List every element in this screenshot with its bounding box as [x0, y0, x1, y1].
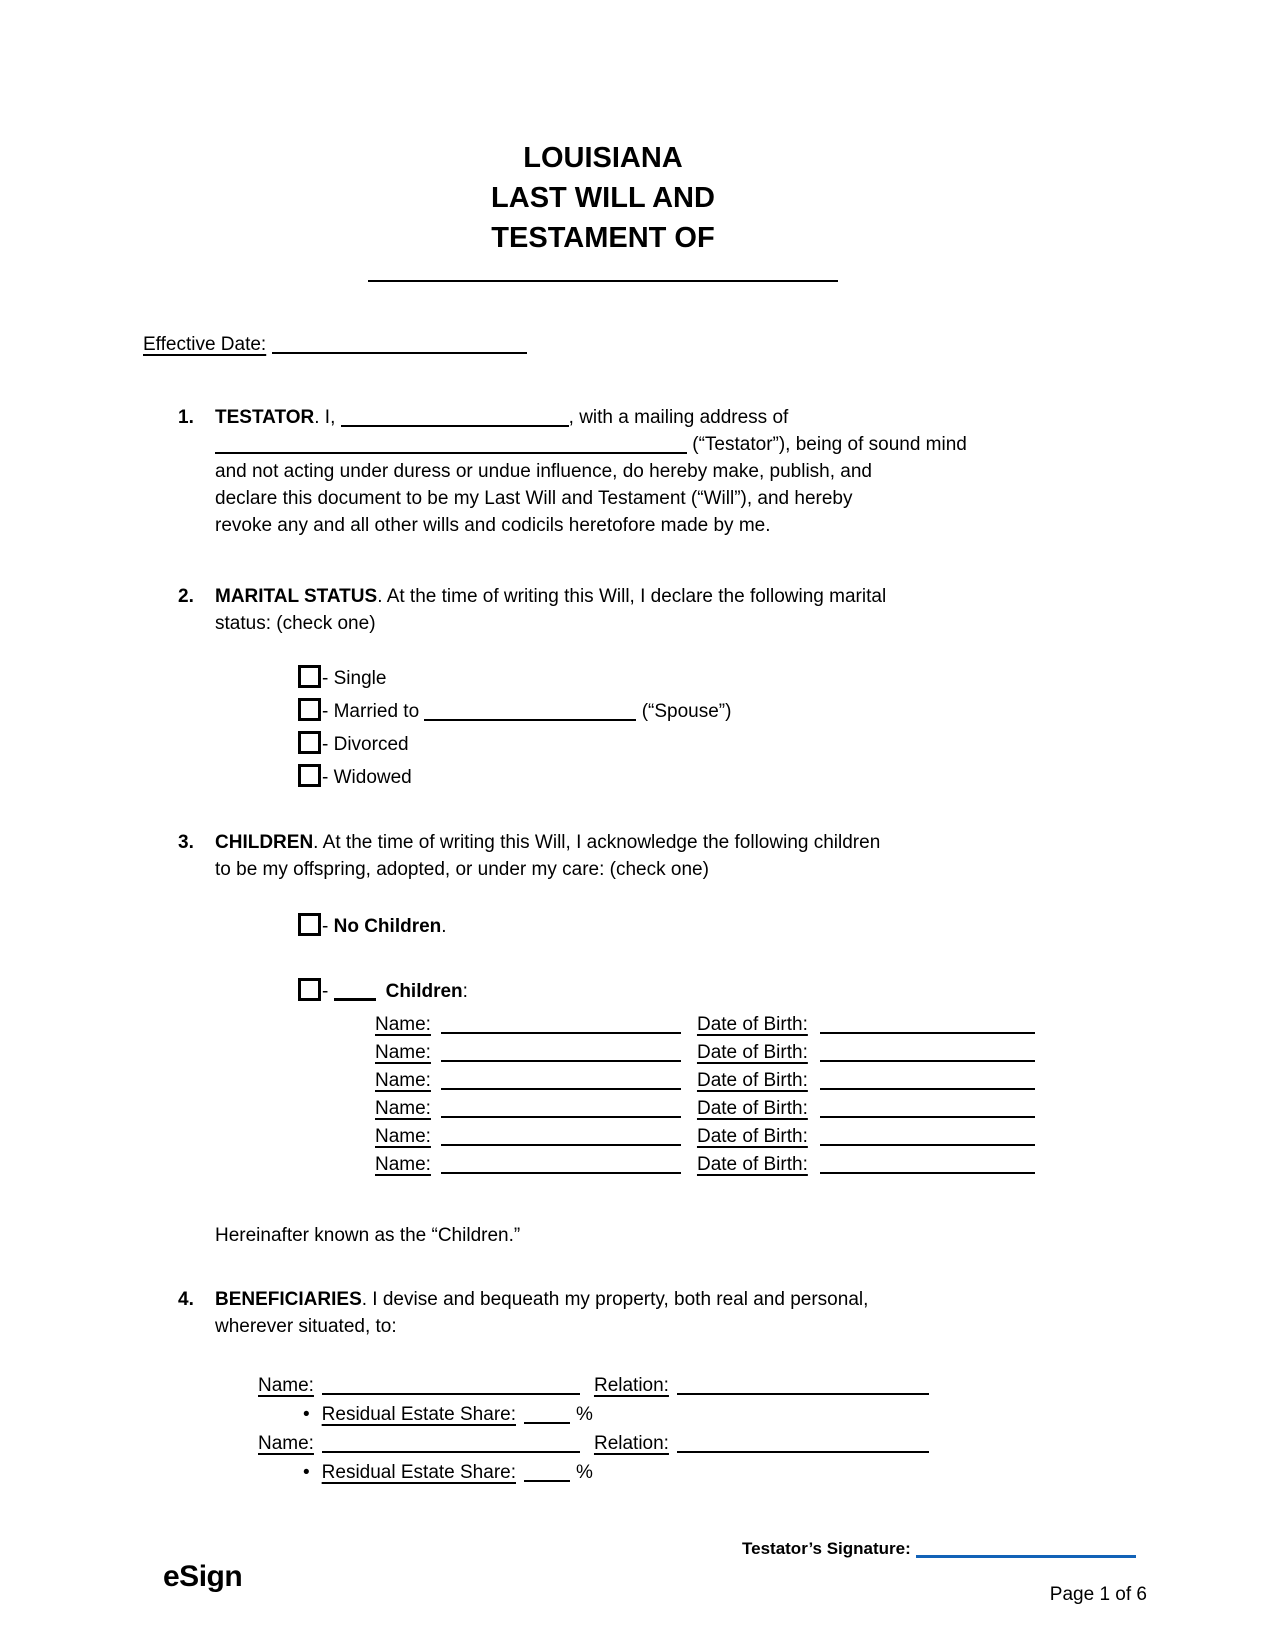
children-dash: - — [322, 981, 334, 1002]
option-single — [298, 662, 731, 695]
testator-line-1 — [215, 404, 1133, 431]
child-dob-field[interactable] — [820, 1144, 1035, 1146]
child-row — [375, 1039, 1035, 1067]
child-name-label: Name: — [375, 1154, 431, 1175]
section-2-body — [215, 583, 1133, 637]
child-dob-field[interactable] — [820, 1172, 1035, 1174]
testator-name-field[interactable] — [341, 425, 569, 427]
beneficiary-name-label: Name: — [258, 1375, 314, 1396]
residual-share-field[interactable] — [524, 1422, 570, 1424]
document-title — [143, 138, 1063, 258]
married-label: - Married to — [322, 701, 425, 722]
child-dob-label: Date of Birth: — [696, 1070, 808, 1091]
section-2-heading: MARITAL STATUS — [215, 586, 378, 607]
percent-sign: % — [576, 1404, 593, 1425]
esign-logo: eSign — [163, 1560, 243, 1593]
section-3-body — [215, 829, 1133, 883]
section-1-number: 1. — [178, 407, 194, 428]
testator-signature-label: Testator’s Signature: — [742, 1539, 911, 1558]
option-has-children — [298, 975, 468, 1008]
beneficiary-name-field[interactable] — [322, 1451, 580, 1453]
child-name-label: Name: — [375, 1126, 431, 1147]
child-dob-field[interactable] — [820, 1116, 1035, 1118]
children-line-2: to be my offspring, adopted, or under my care: (check one) — [215, 859, 709, 880]
beneficiary-share-row — [258, 1400, 929, 1429]
no-children-period: . — [441, 916, 447, 937]
child-dob-label: Date of Birth: — [696, 1042, 808, 1063]
no-children-dash: - — [322, 916, 334, 937]
married-checkbox[interactable] — [298, 698, 321, 721]
child-name-label: Name: — [375, 1042, 431, 1063]
child-row — [375, 1067, 1035, 1095]
child-row — [375, 1095, 1035, 1123]
title-line-3: TESTAMENT OF — [491, 222, 715, 254]
children-table — [375, 1011, 1035, 1179]
children-count-field[interactable] — [334, 998, 376, 1001]
spouse-suffix-label: (“Spouse”) — [636, 701, 732, 722]
testator-line-3: and not acting under duress or undue influence, do hereby make, publish, and — [215, 461, 873, 482]
testator-signature-field[interactable] — [916, 1555, 1136, 1558]
marital-line-1 — [215, 583, 1133, 610]
section-4-body — [215, 1286, 1133, 1340]
bullet-icon: • — [303, 1462, 310, 1483]
children-checkbox[interactable] — [298, 978, 321, 1001]
divorced-checkbox[interactable] — [298, 731, 321, 754]
testator-text: (“Testator”), being of sound mind — [687, 434, 967, 455]
effective-date-label: Effective Date: — [143, 334, 267, 355]
child-name-label: Name: — [375, 1070, 431, 1091]
beneficiary-list — [258, 1371, 929, 1487]
child-row — [375, 1123, 1035, 1151]
beneficiaries-line-2: wherever situated, to: — [215, 1316, 397, 1337]
child-dob-label: Date of Birth: — [696, 1098, 808, 1119]
children-text: . At the time of writing this Will, I acknowledge the following children — [313, 832, 881, 853]
child-dob-label: Date of Birth: — [696, 1014, 808, 1035]
child-row — [375, 1011, 1035, 1039]
widowed-checkbox[interactable] — [298, 764, 321, 787]
single-label: - Single — [322, 668, 387, 689]
child-dob-field[interactable] — [820, 1032, 1035, 1034]
section-1-body — [215, 404, 1133, 539]
child-name-field[interactable] — [441, 1032, 681, 1034]
single-checkbox[interactable] — [298, 665, 321, 688]
effective-date-row — [143, 331, 527, 358]
option-widowed — [298, 761, 731, 794]
option-married — [298, 695, 731, 728]
child-dob-field[interactable] — [820, 1088, 1035, 1090]
beneficiary-name-row — [258, 1429, 929, 1458]
section-children — [143, 829, 1133, 883]
beneficiary-relation-label: Relation: — [593, 1433, 669, 1454]
percent-sign: % — [576, 1462, 593, 1483]
section-1-heading: TESTATOR — [215, 407, 315, 428]
child-name-field[interactable] — [441, 1172, 681, 1174]
testator-line-5: revoke any and all other wills and codicils heretofore made by me. — [215, 515, 771, 536]
no-children-label: No Children — [333, 916, 442, 937]
title-line-2: LAST WILL AND — [491, 182, 715, 214]
marital-text: . At the time of writing this Will, I declare the following marital — [377, 586, 887, 607]
divorced-label: - Divorced — [322, 734, 409, 755]
child-name-field[interactable] — [441, 1144, 681, 1146]
beneficiary-relation-field[interactable] — [677, 1393, 929, 1395]
beneficiary-name-row — [258, 1371, 929, 1400]
section-3-heading: CHILDREN — [215, 832, 314, 853]
spouse-name-field[interactable] — [424, 719, 636, 721]
beneficiary-relation-label: Relation: — [593, 1375, 669, 1396]
child-name-label: Name: — [375, 1098, 431, 1119]
residual-share-field[interactable] — [524, 1480, 570, 1482]
testator-name-title-line — [143, 262, 1063, 302]
child-dob-label: Date of Birth: — [696, 1126, 808, 1147]
child-name-field[interactable] — [441, 1116, 681, 1118]
children-label: Children — [385, 981, 463, 1002]
beneficiaries-line-1 — [215, 1286, 1133, 1313]
child-name-label: Name: — [375, 1014, 431, 1035]
testator-text: . I, — [314, 407, 341, 428]
marital-options — [298, 662, 731, 794]
children-colon: : — [462, 981, 468, 1002]
beneficiary-name-field[interactable] — [322, 1393, 580, 1395]
section-marital-status — [143, 583, 1133, 637]
child-dob-field[interactable] — [820, 1060, 1035, 1062]
testator-name-title-field[interactable] — [368, 280, 838, 282]
beneficiary-name-label: Name: — [258, 1433, 314, 1454]
marital-line-2: status: (check one) — [215, 613, 376, 634]
widowed-label: - Widowed — [322, 767, 412, 788]
section-testator — [143, 404, 1133, 539]
section-3-number: 3. — [178, 832, 194, 853]
beneficiary-relation-field[interactable] — [677, 1451, 929, 1453]
testator-signature-row — [742, 1540, 1136, 1557]
child-name-field[interactable] — [441, 1060, 681, 1062]
page-number: Page 1 of 6 — [1049, 1584, 1147, 1605]
no-children-checkbox[interactable] — [298, 913, 321, 936]
option-divorced — [298, 728, 731, 761]
section-4-heading: BENEFICIARIES — [215, 1289, 362, 1310]
testator-text: , with a mailing address of — [568, 407, 789, 428]
residual-share-label: Residual Estate Share: — [321, 1462, 516, 1483]
child-row — [375, 1151, 1035, 1179]
hereinafter-note: Hereinafter known as the “Children.” — [215, 1225, 521, 1246]
residual-share-label: Residual Estate Share: — [321, 1404, 516, 1425]
effective-date-field[interactable] — [272, 352, 527, 354]
option-no-children — [298, 910, 447, 943]
title-line-1: LOUISIANA — [523, 142, 683, 174]
child-dob-label: Date of Birth: — [696, 1154, 808, 1175]
bullet-icon: • — [303, 1404, 310, 1425]
child-name-field[interactable] — [441, 1088, 681, 1090]
section-2-number: 2. — [178, 586, 194, 607]
testator-line-2 — [215, 431, 1133, 458]
children-line-1 — [215, 829, 1133, 856]
beneficiaries-text: . I devise and bequeath my property, both real and personal, — [361, 1289, 869, 1310]
section-4-number: 4. — [178, 1289, 194, 1310]
beneficiary-share-row — [258, 1458, 929, 1487]
section-beneficiaries — [143, 1286, 1133, 1340]
testator-address-field[interactable] — [215, 452, 687, 454]
testator-line-4: declare this document to be my Last Will and Testament (“Will”), and hereby — [215, 488, 853, 509]
